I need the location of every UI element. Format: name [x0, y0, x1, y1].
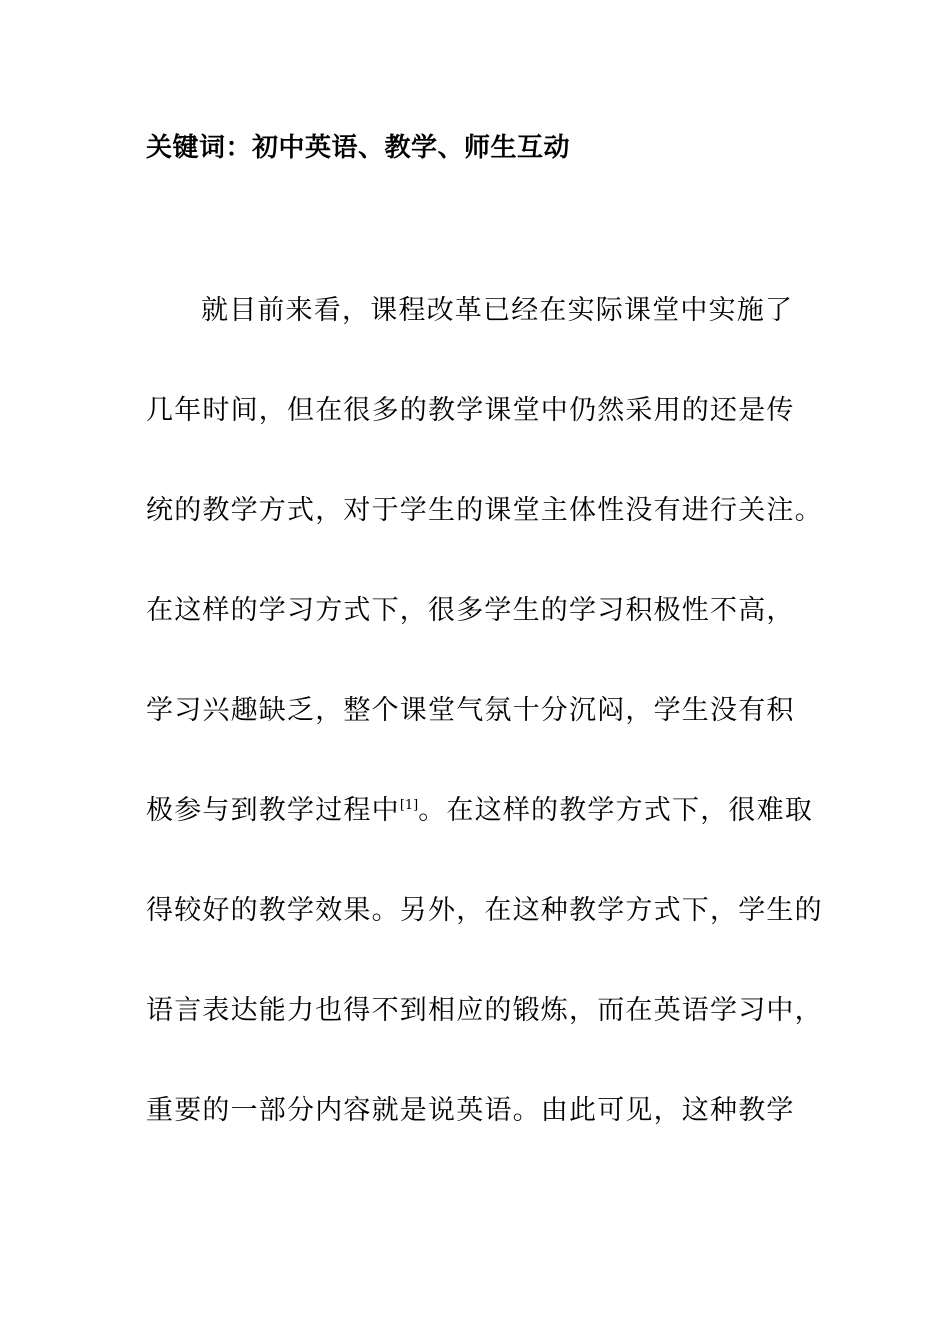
paragraph-line-3: 统的教学方式，对于学生的课堂主体性没有进行关注。 — [146, 495, 823, 526]
paragraph-line-7: 得较好的教学效果。另外，在这种教学方式下，学生的 — [146, 895, 823, 926]
paragraph-line-2: 几年时间，但在很多的教学课堂中仍然采用的还是传 — [146, 395, 795, 426]
paragraph-line-5: 学习兴趣缺乏，整个课堂气氛十分沉闷，学生没有积 — [146, 695, 795, 726]
paragraph-line-9: 重要的一部分内容就是说英语。由此可见，这种教学 — [146, 1095, 795, 1126]
citation-marker: [1] — [399, 798, 419, 813]
paragraph-line-6 — [146, 791, 813, 831]
paragraph-line-1: 就目前来看，课程改革已经在实际课堂中实施了 — [201, 295, 794, 326]
paragraph-line-8: 语言表达能力也得不到相应的锻炼，而在英语学习中， — [146, 995, 823, 1026]
paragraph-line-4: 在这样的学习方式下，很多学生的学习积极性不高， — [146, 595, 795, 626]
paragraph-line-6-part-b: 。在这样的教学方式下，很难取 — [418, 795, 814, 826]
keywords-line: 关键词：初中英语、教学、师生互动 — [146, 133, 571, 163]
paragraph-line-6-part-a: 极参与到教学过程中 — [146, 795, 400, 826]
